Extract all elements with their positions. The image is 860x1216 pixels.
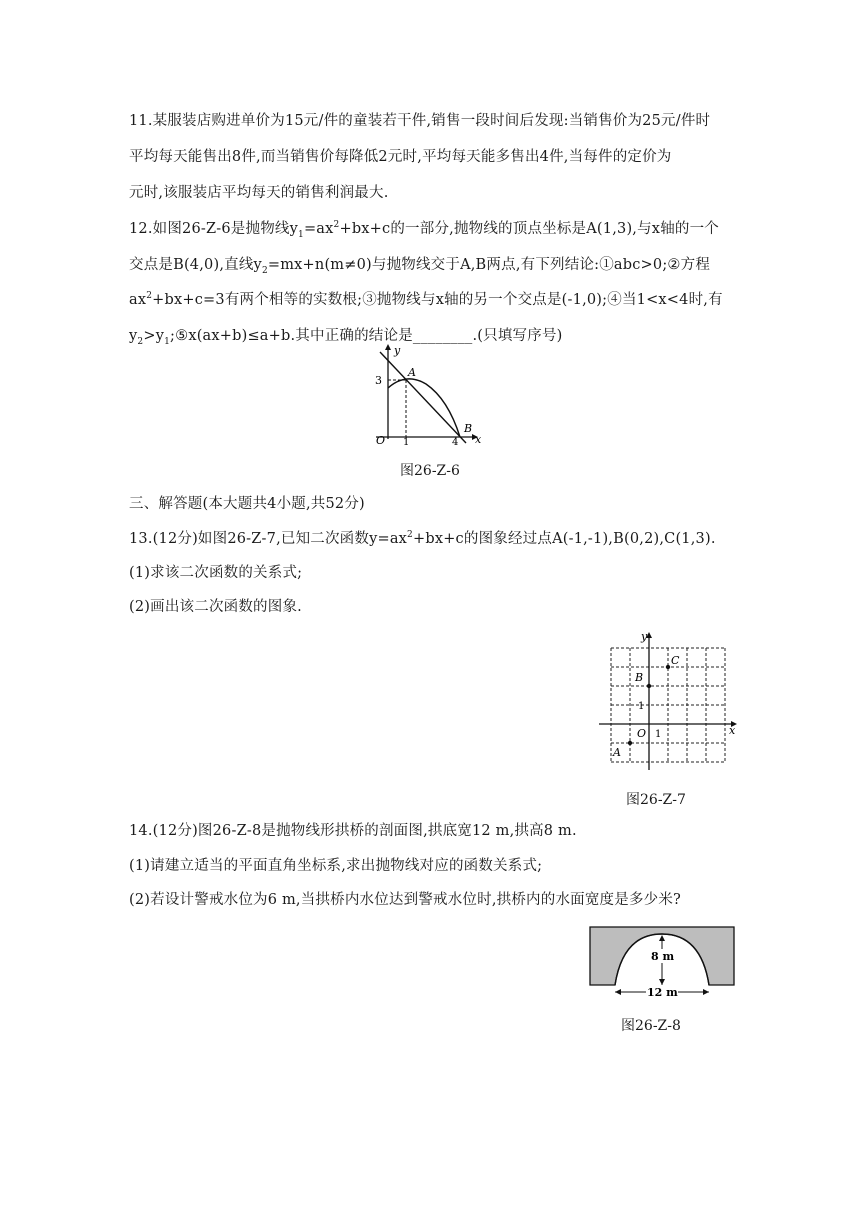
figure-26-z-6	[368, 344, 488, 448]
label-y: y	[394, 344, 401, 357]
q13-line-1	[129, 529, 716, 549]
label-origin: O	[376, 434, 386, 447]
q12-text: =mx+n(m≠0)与抛物线交于A,B两点,有下列结论:①abc>0;②方程	[267, 257, 711, 273]
height-label: 8 m	[651, 950, 675, 963]
subscript: 2	[261, 265, 268, 276]
label-1: 1	[403, 437, 410, 448]
label-4: 4	[452, 437, 459, 448]
parabola-curve	[388, 379, 460, 437]
q12-text: ;⑤x(ax+b)≤a+b.其中正确的结论是________.(只填写序号)	[170, 328, 563, 344]
subscript: 1	[298, 229, 304, 240]
label-y: y	[641, 630, 648, 643]
label-x: x	[475, 433, 482, 446]
height-arrow-down-icon	[659, 979, 665, 985]
q14-line-2: (1)请建立适当的平面直角坐标系,求出抛物线对应的函数关系式;	[129, 858, 543, 874]
label-y-1: 1	[638, 701, 645, 712]
q12-line-2	[129, 255, 710, 275]
q13-text: 13.(12分)如图26-Z-7,已知二次函数y=ax	[129, 531, 408, 547]
figure-26-z-7	[595, 630, 745, 770]
q14-line-3: (2)若设计警戒水位为6 m,当拱桥内水位达到警戒水位时,拱桥内的水面宽度是多少米?	[129, 892, 682, 908]
q12-line-4	[129, 326, 563, 346]
q13-line-2: (1)求该二次函数的关系式;	[129, 565, 303, 581]
figure-6-caption: 图26-Z-6	[400, 463, 460, 479]
label-c: C	[671, 654, 680, 667]
q11-line-2: 平均每天能售出8件,而当销售价每降低2元时,平均每天能多售出4件,当每件的定价为	[129, 149, 672, 165]
q12-text: 12.如图26-Z-6是抛物线y	[129, 221, 299, 237]
label-b: B	[464, 422, 473, 435]
point-c	[666, 665, 670, 669]
width-arrow-left-icon	[615, 989, 621, 995]
q11-line-3: 元时,该服装店平均每天的销售利润最大.	[129, 185, 389, 201]
y-axis-arrow-icon	[385, 344, 391, 350]
q14-line-1: 14.(12分)图26-Z-8是抛物线形拱桥的剖面图,拱底宽12 m,拱高8 m.	[129, 823, 577, 839]
section-3-heading: 三、解答题(本大题共4小题,共52分)	[129, 496, 365, 512]
figure-26-z-8	[589, 926, 739, 998]
q12-text: =ax	[303, 221, 334, 237]
figure-7-caption: 图26-Z-7	[626, 792, 686, 808]
q12-text: ax	[129, 292, 147, 308]
label-x-1: 1	[655, 729, 662, 740]
figure-8-caption: 图26-Z-8	[621, 1018, 681, 1034]
point-b	[647, 684, 651, 688]
superscript: 2	[407, 530, 413, 541]
q12-text: 交点是B(4,0),直线y	[129, 257, 262, 273]
label-a: A	[408, 366, 416, 379]
subscript: 1	[164, 336, 171, 347]
q12-line-3	[129, 290, 723, 310]
subscript: 2	[137, 336, 144, 347]
superscript: 2	[146, 291, 153, 302]
label-x: x	[729, 724, 736, 737]
q13-text: +bx+c的图象经过点A(-1,-1),B(0,2),C(1,3).	[412, 531, 716, 547]
point-a	[628, 741, 632, 745]
label-a: A	[613, 746, 621, 759]
label-3: 3	[375, 374, 382, 387]
height-arrow-up-icon	[659, 935, 665, 941]
q12-line-1	[129, 219, 719, 239]
q11-line-1: 11.某服装店购进单价为15元/件的童装若干件,销售一段时间后发现:当销售价为25元/件时	[129, 113, 711, 129]
width-label: 12 m	[647, 986, 678, 999]
q12-text: >y	[143, 328, 165, 344]
q13-line-3: (2)画出该二次函数的图象.	[129, 599, 302, 615]
superscript: 2	[333, 220, 340, 231]
width-arrow-right-icon	[703, 989, 709, 995]
q12-text: +bx+c的一部分,抛物线的顶点坐标是A(1,3),与x轴的一个	[339, 221, 719, 237]
q12-text: +bx+c=3有两个相等的实数根;③抛物线与x轴的另一个交点是(-1,0);④当1<x<4时,有	[152, 292, 723, 308]
line-ab	[380, 352, 466, 443]
label-b: B	[635, 671, 644, 684]
label-origin: O	[637, 727, 647, 740]
q12-text: y	[129, 328, 138, 344]
